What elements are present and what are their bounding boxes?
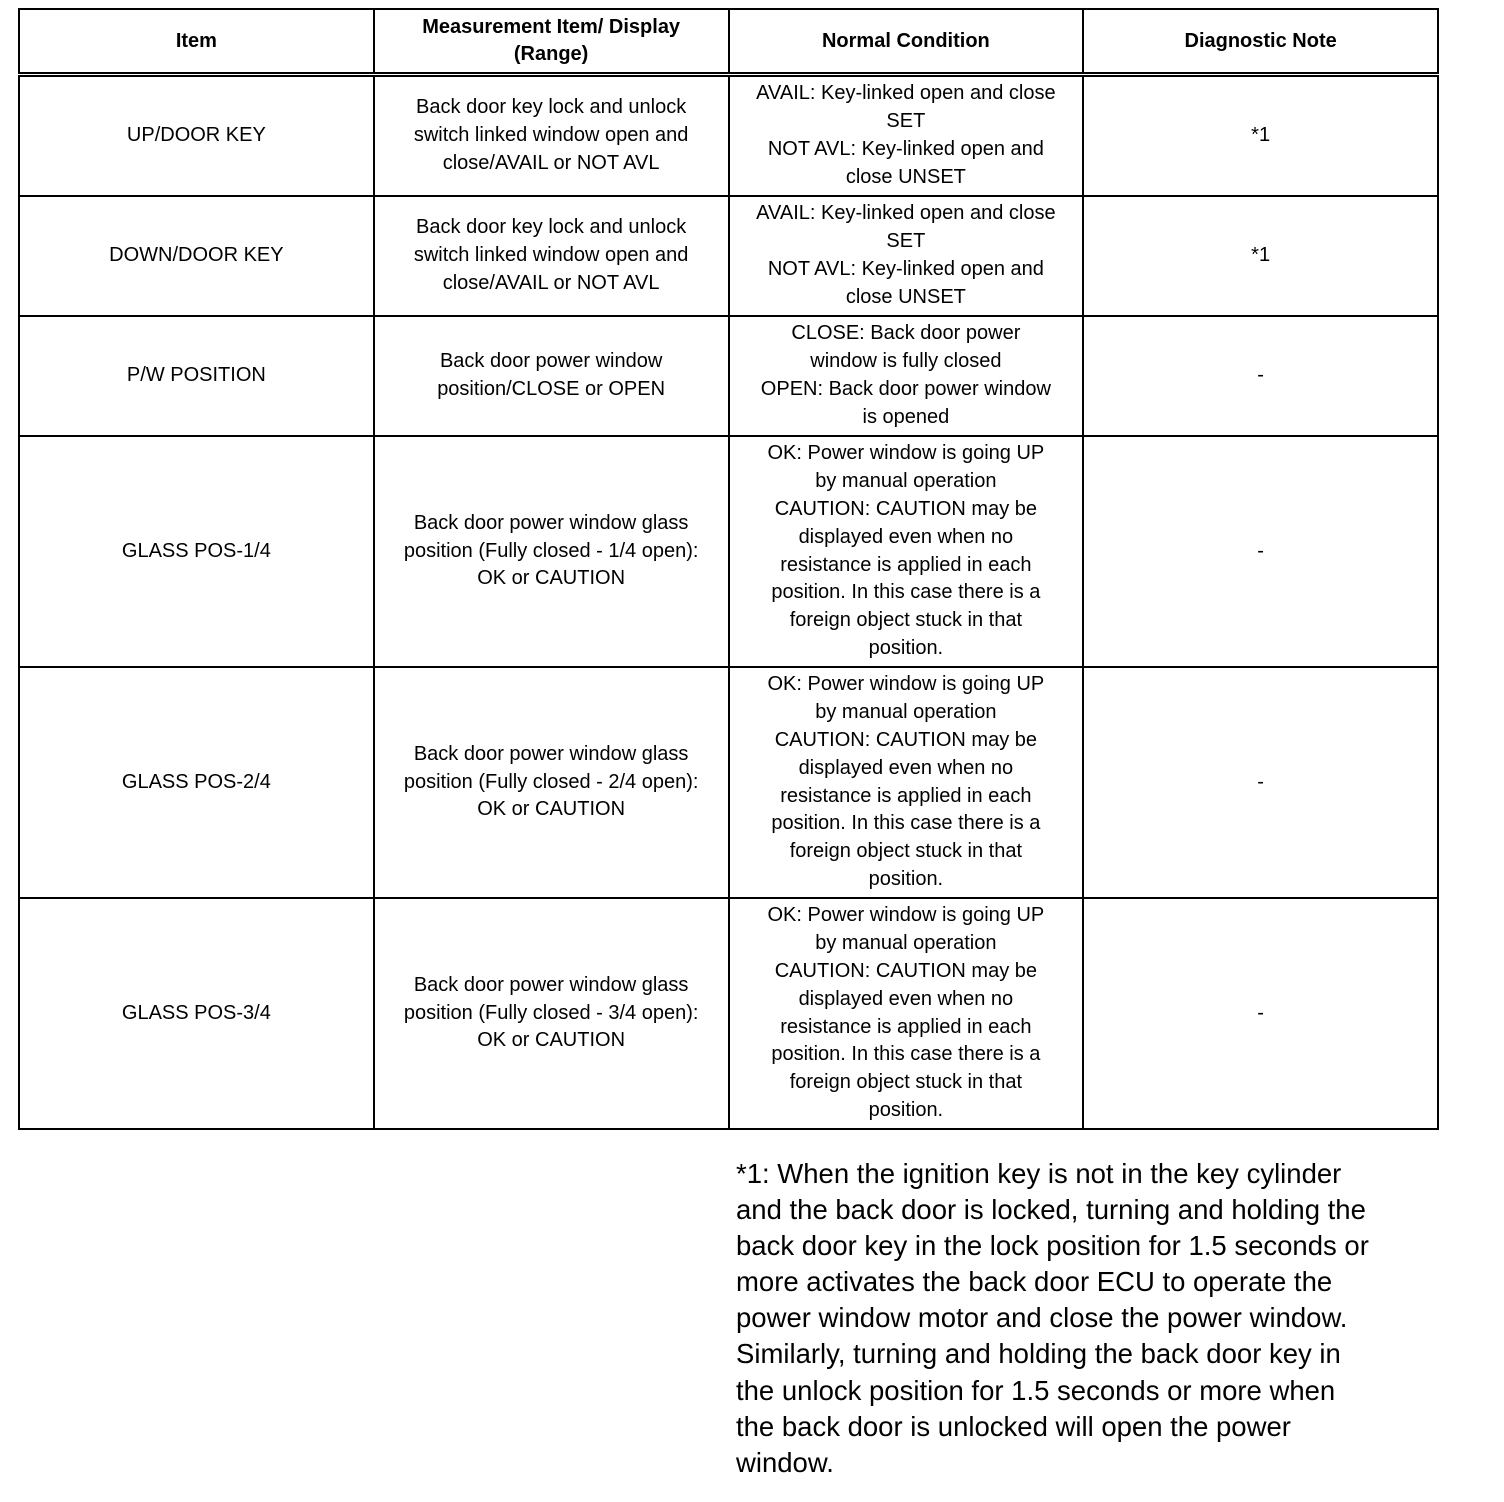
- cell-measurement-line: OK or CAUTION: [477, 567, 626, 590]
- cell-measurement-line: close/AVAIL or NOT AVL: [442, 271, 660, 294]
- cell-normal-condition-line: displayed even when no: [798, 756, 1014, 779]
- cell-normal-condition-line: window is fully closed: [810, 350, 1002, 373]
- cell-normal-condition-line: OK: Power window is going UP: [767, 904, 1045, 927]
- cell-normal-condition-line: AVAIL: Key-linked open and close: [756, 82, 1056, 105]
- cell-measurement-line: close/AVAIL or NOT AVL: [442, 151, 660, 174]
- cell-normal-condition-line: NOT AVL: Key-linked open and: [767, 258, 1044, 280]
- cell-measurement-line: Back door power window glass: [413, 511, 689, 534]
- cell-normal-condition-line: displayed even when no: [798, 987, 1014, 1010]
- cell-measurement-line: position (Fully closed - 1/4 open):: [403, 539, 699, 562]
- cell-normal-condition-line: position.: [868, 867, 944, 890]
- cell-measurement: [374, 667, 729, 898]
- cell-diagnostic-note: *1: [1083, 75, 1438, 197]
- cell-normal-condition-line: SET: [886, 110, 926, 133]
- cell-normal-condition-line: by manual operation: [815, 470, 997, 493]
- cell-normal-condition: [729, 196, 1084, 316]
- cell-normal-condition-line: resistance is applied in each: [780, 553, 1032, 576]
- cell-normal-condition-line: is opened: [862, 405, 950, 428]
- header-diagnostic-note: Diagnostic Note: [1083, 9, 1438, 75]
- header-measurement-line: (Range): [513, 43, 589, 65]
- cell-item: UP/DOOR KEY: [19, 75, 374, 197]
- cell-measurement-line: Back door key lock and unlock: [416, 96, 687, 119]
- header-normal-condition: Normal Condition: [729, 9, 1084, 75]
- cell-normal-condition-line: CLOSE: Back door power: [791, 322, 1021, 345]
- cell-diagnostic-note: -: [1083, 667, 1438, 898]
- cell-item: GLASS POS-3/4: [19, 898, 374, 1129]
- cell-measurement-line: position (Fully closed - 2/4 open):: [403, 770, 699, 793]
- footnote: *1: When the ignition key is not in the key cylinder and the back door is locked, turning and holding the back door key in the lock position for 1.5 seconds or more activates the back door ECU to operate the power window motor and close the power window. Similarly, turning and holding the back door key in the unlock position for 1.5 seconds or more when the back door is unlocked will open the power window.: [736, 1158, 1369, 1478]
- cell-measurement-line: Back door power window glass: [413, 742, 689, 765]
- cell-normal-condition-line: by manual operation: [815, 932, 997, 955]
- cell-normal-condition-line: AVAIL: Key-linked open and close: [756, 202, 1056, 225]
- cell-normal-condition-line: SET: [886, 230, 926, 253]
- table-row: [19, 75, 1438, 197]
- cell-item: DOWN/DOOR KEY: [19, 196, 374, 316]
- cell-measurement: [374, 196, 729, 316]
- cell-normal-condition: [729, 898, 1084, 1129]
- cell-normal-condition-line: close UNSET: [845, 285, 966, 308]
- cell-normal-condition-line: resistance is applied in each: [780, 784, 1032, 807]
- cell-measurement-line: switch linked window open and: [413, 124, 689, 147]
- cell-normal-condition-line: resistance is applied in each: [780, 1015, 1032, 1038]
- table-row: [19, 196, 1438, 316]
- cell-diagnostic-note: *1: [1083, 196, 1438, 316]
- cell-normal-condition-line: position. In this case there is a: [771, 1043, 1041, 1066]
- cell-normal-condition-line: position.: [868, 1098, 944, 1121]
- cell-normal-condition-line: NOT AVL: Key-linked open and: [767, 138, 1044, 160]
- table-body: [19, 75, 1438, 1130]
- table-row: [19, 667, 1438, 898]
- cell-measurement-line: Back door power window glass: [413, 973, 689, 996]
- table-header-row: [19, 9, 1438, 75]
- cell-item: GLASS POS-2/4: [19, 667, 374, 898]
- cell-normal-condition-line: CAUTION: CAUTION may be: [774, 728, 1037, 751]
- cell-normal-condition: [729, 436, 1084, 667]
- cell-normal-condition: [729, 667, 1084, 898]
- cell-diagnostic-note: -: [1083, 316, 1438, 436]
- table-row: [19, 436, 1438, 667]
- cell-normal-condition-line: close UNSET: [845, 165, 966, 188]
- cell-normal-condition: [729, 316, 1084, 436]
- cell-measurement-line: Back door power window: [439, 350, 663, 373]
- cell-normal-condition-line: position. In this case there is a: [771, 581, 1041, 604]
- cell-item: GLASS POS-1/4: [19, 436, 374, 667]
- cell-measurement-line: OK or CAUTION: [477, 1029, 626, 1052]
- cell-measurement-line: switch linked window open and: [413, 244, 689, 267]
- cell-measurement: [374, 75, 729, 197]
- cell-normal-condition-line: OK: Power window is going UP: [767, 673, 1045, 696]
- cell-measurement-line: position/CLOSE or OPEN: [437, 378, 666, 400]
- cell-normal-condition: [729, 75, 1084, 197]
- data-list-table: [18, 8, 1439, 1130]
- cell-item: P/W POSITION: [19, 316, 374, 436]
- diagnostic-table-container: [18, 8, 1437, 1130]
- cell-normal-condition-line: CAUTION: CAUTION may be: [774, 959, 1037, 982]
- table-row: [19, 898, 1438, 1129]
- cell-normal-condition-line: by manual operation: [815, 701, 997, 724]
- cell-measurement: [374, 316, 729, 436]
- header-item: Item: [19, 9, 374, 75]
- cell-diagnostic-note: -: [1083, 436, 1438, 667]
- cell-normal-condition-line: foreign object stuck in that: [789, 1071, 1023, 1094]
- cell-normal-condition-line: displayed even when no: [798, 525, 1014, 548]
- cell-measurement-line: Back door key lock and unlock: [416, 216, 687, 239]
- cell-diagnostic-note: -: [1083, 898, 1438, 1129]
- cell-normal-condition-line: position. In this case there is a: [771, 812, 1041, 835]
- cell-measurement-line: OK or CAUTION: [477, 798, 626, 821]
- cell-normal-condition-line: foreign object stuck in that: [789, 609, 1023, 632]
- cell-normal-condition-line: CAUTION: CAUTION may be: [774, 497, 1037, 520]
- table-row: [19, 316, 1438, 436]
- cell-normal-condition-line: foreign object stuck in that: [789, 840, 1023, 863]
- header-measurement: [374, 9, 729, 75]
- header-measurement-line: Measurement Item/ Display: [422, 16, 681, 38]
- cell-measurement: [374, 898, 729, 1129]
- cell-measurement: [374, 436, 729, 667]
- cell-measurement-line: position (Fully closed - 3/4 open):: [403, 1001, 699, 1024]
- cell-normal-condition-line: OPEN: Back door power window: [760, 378, 1051, 400]
- cell-normal-condition-line: position.: [868, 636, 944, 659]
- cell-normal-condition-line: OK: Power window is going UP: [767, 442, 1045, 465]
